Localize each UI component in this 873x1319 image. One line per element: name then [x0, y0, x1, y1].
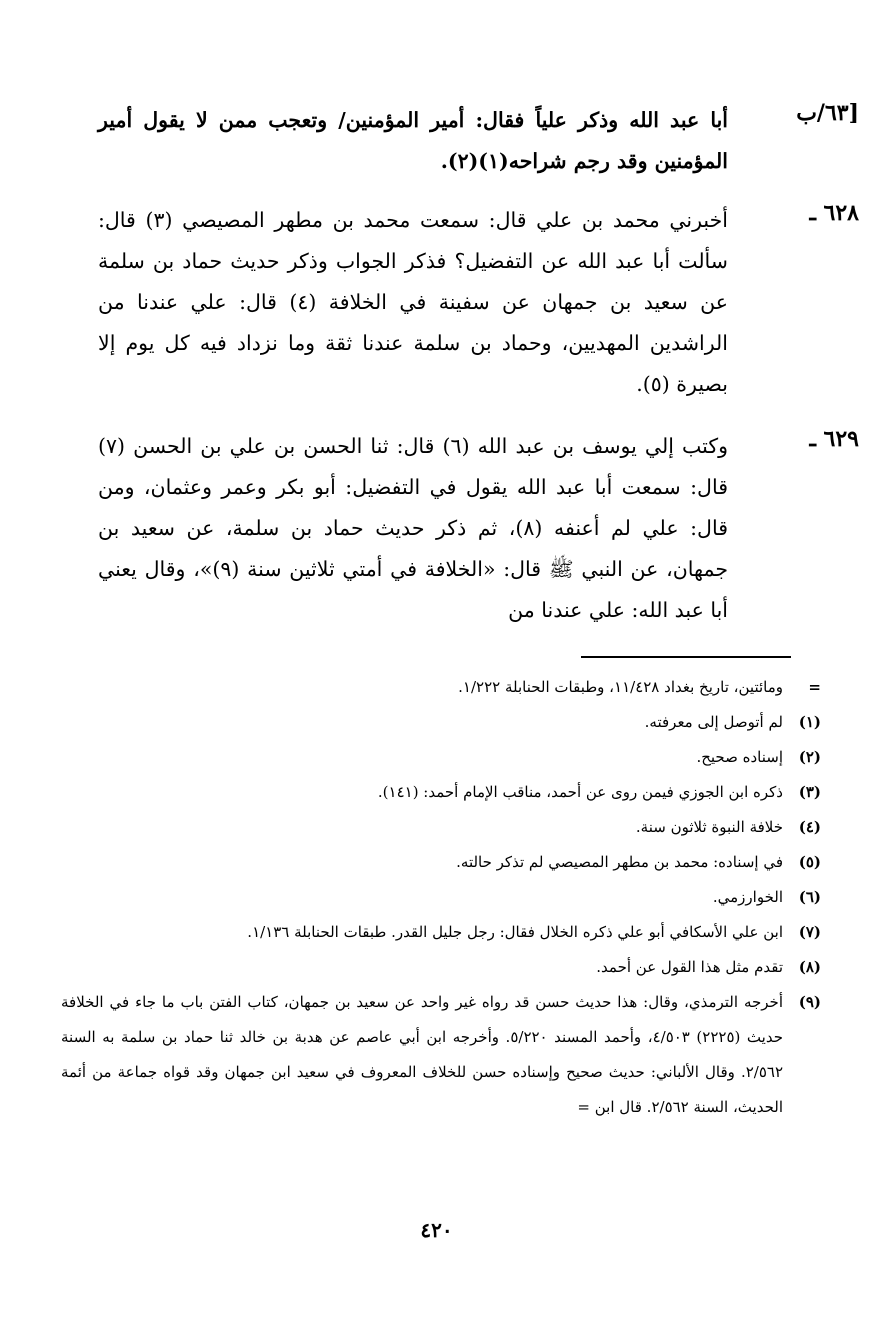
page-number: ٤٢٠: [420, 1218, 453, 1242]
hadith-text: وكتب إلي يوسف بن عبد الله (٦) قال: ثنا الحسن بن علي بن الحسن (٧) قال: سمعت أبا عبد الله يقول في التفضيل: أبو بكر وعمر وعثمان، ومن قال: علي لم أعنفه (٨)، ثم ذكر حديث حماد بن سلمة، عن سعيد بن جمهان، عن النبي ﷺ قال: «الخلافة في أمتي ثلاثين سنة (٩)»، وقال يعني أبا عبد الله: علي عندنا من: [98, 434, 728, 622]
footnote-marker: =: [808, 678, 821, 696]
footnote-marker: (٩): [798, 993, 821, 1011]
hadith-number: ٦٢٨ ـ: [809, 200, 859, 226]
footnote-text: أخرجه الترمذي، وقال: هذا حديث حسن قد رواه غير واحد عن سعيد بن جمهان، كتاب الفتن باب ما جاء في الخلافة حديث (٢٢٢٥) ٤/٥٠٣، وأحمد المسند ٥/٢٢٠. وأخرجه ابن أبي عاصم عن هدبة بن خالد ثنا حماد بن سلمة به السنة ٢/٥٦٢. وقال الألباني: حديث صحيح وإسناده حسن للخلاف المعروف في سعيد ابن جمهان وقد قواه جماعة من أئمة الحديث، السنة ٢/٥٦٢. قال ابن =: [61, 993, 783, 1116]
footnote-marker: (٤): [798, 818, 821, 836]
footnote-marker: (٥): [798, 853, 821, 871]
footnote-text: إسناده صحيح.: [696, 748, 783, 766]
footnote-marker: (٧): [798, 923, 821, 941]
footnote-text: لم أتوصل إلى معرفته.: [644, 713, 783, 731]
footnote-marker: (٨): [798, 958, 821, 976]
footnotes-section: [61, 670, 821, 1125]
footnote: [61, 880, 821, 915]
footnote: [61, 670, 821, 705]
footnote: [61, 950, 821, 985]
footnote: [61, 985, 821, 1125]
intro-paragraph: [98, 100, 728, 182]
hadith-paragraph: [98, 200, 728, 405]
footnote-marker: (٢): [798, 748, 821, 766]
footnote-text: ومائتين، تاريخ بغداد ١١/٤٢٨، وطبقات الحنابلة ١/٢٢٢.: [458, 678, 783, 696]
footnote-text: تقدم مثل هذا القول عن أحمد.: [596, 958, 783, 976]
footnote: [61, 845, 821, 880]
footnote-marker: (٣): [798, 783, 821, 801]
footnote: [61, 740, 821, 775]
footnote: [61, 915, 821, 950]
footnote-marker: (٦): [798, 888, 821, 906]
hadith-number: ٦٢٩ ـ: [809, 426, 859, 452]
footnote: [61, 810, 821, 845]
footnote-text: في إسناده: محمد بن مطهر المصيصي لم تذكر حالته.: [456, 853, 783, 871]
footnote-text: خلافة النبوة ثلاثون سنة.: [635, 818, 783, 836]
footnote-marker: (١): [798, 713, 821, 731]
footnote-text: الخوارزمي.: [712, 888, 783, 906]
hadith-paragraph: [98, 426, 728, 631]
intro-text: أبا عبد الله وذكر علياً فقال: أمير المؤمنين/ وتعجب ممن لا يقول أمير المؤمنين وقد رجم شراحه(١)(٢).: [98, 108, 728, 173]
footnote-text: ذكره ابن الجوزي فيمن روى عن أحمد، مناقب الإمام أحمد: (١٤١).: [377, 783, 783, 801]
footnote-separator: [581, 656, 791, 658]
footnote-text: ابن علي الأسكافي أبو علي ذكره الخلال فقال: رجل جليل القدر. طبقات الحنابلة ١/١٣٦.: [247, 923, 783, 941]
footnote: [61, 775, 821, 810]
footnote: [61, 705, 821, 740]
folio-reference: [٦٣/ب: [796, 100, 859, 126]
hadith-text: أخبرني محمد بن علي قال: سمعت محمد بن مطهر المصيصي (٣) قال: سألت أبا عبد الله عن التفضيل؟ فذكر الجواب وذكر حديث حماد بن سلمة عن سعيد بن جمهان عن سفينة في الخلافة (٤) قال: علي عندنا من الراشدين المهديين، وحماد بن سلمة عندنا ثقة وما نزداد فيه كل يوم إلا بصيرة (٥).: [98, 208, 728, 396]
